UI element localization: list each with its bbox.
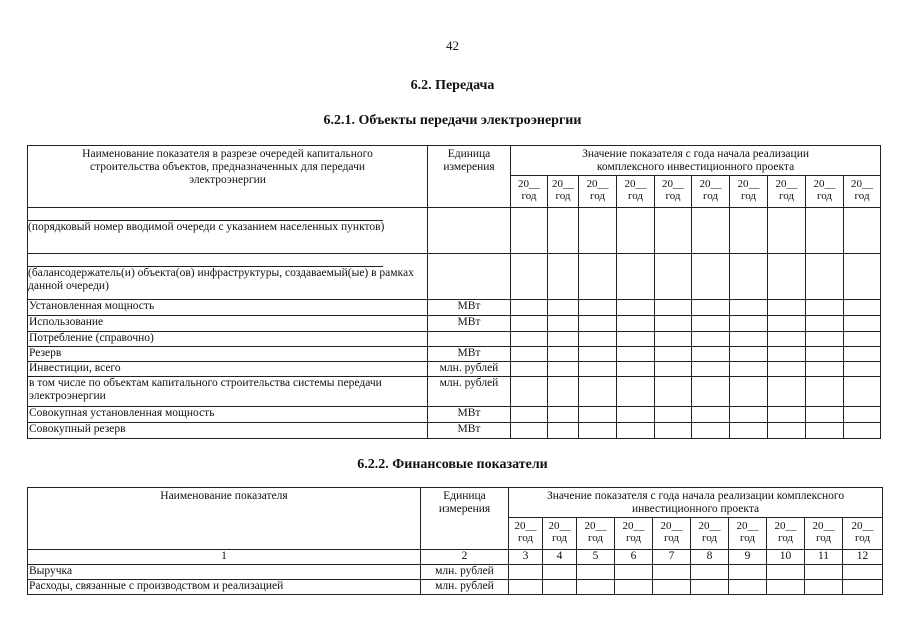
value-cell — [768, 347, 806, 362]
year-header-cell: 20__ год — [843, 518, 883, 550]
value-cell — [843, 565, 883, 580]
value-cell — [806, 254, 844, 300]
value-cell — [655, 407, 692, 423]
year-header-cell: 20__ год — [806, 176, 844, 208]
value-cell — [548, 332, 579, 347]
value-cell — [617, 254, 655, 300]
year-header-cell: 20__ год — [768, 176, 806, 208]
value-cell — [730, 362, 768, 377]
value-cell — [655, 332, 692, 347]
value-cell — [511, 407, 548, 423]
value-cell — [729, 580, 767, 595]
value-cell — [768, 300, 806, 316]
value-cell — [655, 362, 692, 377]
row-unit-cell: МВт — [428, 423, 511, 439]
value-cell — [730, 423, 768, 439]
table-row — [28, 347, 881, 362]
subsection-title-financial: 6.2.2. Финансовые показатели — [357, 457, 548, 472]
row-name-cell — [28, 254, 428, 300]
value-cell — [548, 300, 579, 316]
value-cell — [730, 208, 768, 254]
table-row — [28, 362, 881, 377]
table-row — [28, 423, 881, 439]
value-cell — [548, 423, 579, 439]
column-header-unit: Единица измерения — [428, 146, 511, 208]
row-name-cell: Расходы, связанные с производством и реализацией — [28, 580, 421, 595]
value-cell — [509, 565, 543, 580]
column-number-row — [28, 550, 883, 565]
column-header-values: Значение показателя с года начала реализации комплексного инвестиционного проекта — [509, 488, 883, 518]
year-header-cell: 20__ год — [844, 176, 881, 208]
value-cell — [768, 423, 806, 439]
value-cell — [509, 580, 543, 595]
value-cell — [579, 362, 617, 377]
value-cell — [653, 580, 691, 595]
value-cell — [768, 254, 806, 300]
year-header-cell: 20__ год — [615, 518, 653, 550]
value-cell — [692, 377, 730, 407]
value-cell — [655, 300, 692, 316]
value-cell — [767, 580, 805, 595]
value-cell — [730, 377, 768, 407]
value-cell — [806, 423, 844, 439]
table-row — [28, 208, 881, 254]
value-cell — [617, 347, 655, 362]
table-row — [28, 316, 881, 332]
year-header-cell: 20__ год — [511, 176, 548, 208]
value-cell — [617, 362, 655, 377]
value-cell — [511, 254, 548, 300]
value-cell — [579, 254, 617, 300]
value-cell — [730, 300, 768, 316]
row-unit-cell: МВт — [428, 300, 511, 316]
value-cell — [806, 300, 844, 316]
value-cell — [655, 347, 692, 362]
value-cell — [767, 565, 805, 580]
year-header-cell: 20__ год — [692, 176, 730, 208]
value-cell — [692, 362, 730, 377]
financial-indicators-table — [27, 487, 883, 595]
row-unit-cell: МВт — [428, 347, 511, 362]
year-header-cell: 20__ год — [805, 518, 843, 550]
value-cell — [511, 423, 548, 439]
value-cell — [617, 208, 655, 254]
value-cell — [579, 300, 617, 316]
column-number-cell: 8 — [691, 550, 729, 565]
value-cell — [768, 377, 806, 407]
value-cell — [617, 332, 655, 347]
subsection-title-transmission-objects: 6.2.1. Объекты передачи электроэнергии — [323, 113, 582, 128]
value-cell — [692, 254, 730, 300]
year-header-cell: 20__ год — [691, 518, 729, 550]
value-cell — [692, 316, 730, 332]
row-label: (порядковый номер вводимой очереди с указанием населенных пунктов) — [28, 221, 385, 233]
column-number-cell: 7 — [653, 550, 691, 565]
value-cell — [577, 565, 615, 580]
column-number-cell: 2 — [421, 550, 509, 565]
value-cell — [615, 565, 653, 580]
year-header-cell: 20__ год — [655, 176, 692, 208]
column-number-cell: 1 — [28, 550, 421, 565]
row-name-cell — [28, 208, 428, 254]
value-cell — [655, 316, 692, 332]
value-cell — [655, 423, 692, 439]
value-cell — [844, 423, 881, 439]
value-cell — [844, 300, 881, 316]
value-cell — [655, 377, 692, 407]
value-cell — [768, 362, 806, 377]
value-cell — [692, 347, 730, 362]
value-cell — [691, 580, 729, 595]
value-cell — [511, 377, 548, 407]
row-unit-cell — [428, 208, 511, 254]
value-cell — [655, 254, 692, 300]
column-header-values: Значение показателя с года начала реализации комплексного инвестиционного проекта — [511, 146, 881, 176]
value-cell — [617, 300, 655, 316]
row-name-cell: Совокупный резерв — [28, 423, 428, 439]
value-cell — [730, 316, 768, 332]
value-cell — [548, 362, 579, 377]
value-cell — [844, 362, 881, 377]
value-cell — [548, 377, 579, 407]
value-cell — [579, 347, 617, 362]
value-cell — [615, 580, 653, 595]
value-cell — [511, 332, 548, 347]
column-number-cell: 5 — [577, 550, 615, 565]
value-cell — [844, 377, 881, 407]
value-cell — [844, 347, 881, 362]
value-cell — [768, 332, 806, 347]
year-header-cell: 20__ год — [548, 176, 579, 208]
value-cell — [730, 347, 768, 362]
column-header-indicator-name: Наименование показателя — [28, 488, 421, 550]
value-cell — [806, 362, 844, 377]
section-title: 6.2. Передача — [410, 78, 495, 93]
row-name-cell: Выручка — [28, 565, 421, 580]
row-name-cell: Инвестиции, всего — [28, 362, 428, 377]
value-cell — [579, 377, 617, 407]
value-cell — [617, 423, 655, 439]
value-cell — [617, 407, 655, 423]
value-cell — [844, 407, 881, 423]
value-cell — [511, 316, 548, 332]
row-unit-cell — [428, 254, 511, 300]
year-header-cell: 20__ год — [767, 518, 805, 550]
row-name-cell: Потребление (справочно) — [28, 332, 428, 347]
value-cell — [511, 300, 548, 316]
value-cell — [805, 580, 843, 595]
value-cell — [692, 208, 730, 254]
year-header-cell: 20__ год — [577, 518, 615, 550]
value-cell — [579, 332, 617, 347]
row-unit-cell: млн. рублей — [421, 565, 509, 580]
row-unit-cell: МВт — [428, 316, 511, 332]
column-number-cell: 12 — [843, 550, 883, 565]
value-cell — [729, 565, 767, 580]
value-cell — [692, 332, 730, 347]
value-cell — [579, 423, 617, 439]
table-row — [28, 254, 881, 300]
value-cell — [730, 407, 768, 423]
column-number-cell: 10 — [767, 550, 805, 565]
value-cell — [617, 316, 655, 332]
value-cell — [577, 580, 615, 595]
value-cell — [548, 208, 579, 254]
row-name-cell: Использование — [28, 316, 428, 332]
value-cell — [806, 377, 844, 407]
column-number-cell: 6 — [615, 550, 653, 565]
value-cell — [730, 332, 768, 347]
table-row — [28, 580, 883, 595]
year-header-cell: 20__ год — [579, 176, 617, 208]
value-cell — [511, 208, 548, 254]
transmission-objects-table — [27, 145, 881, 439]
row-unit-cell — [428, 332, 511, 347]
value-cell — [806, 407, 844, 423]
value-cell — [692, 407, 730, 423]
row-unit-cell: млн. рублей — [428, 362, 511, 377]
page-number: 42 — [446, 38, 459, 53]
value-cell — [844, 332, 881, 347]
value-cell — [692, 423, 730, 439]
year-header-cell: 20__ год — [730, 176, 768, 208]
value-cell — [768, 407, 806, 423]
value-cell — [805, 565, 843, 580]
year-header-cell: 20__ год — [509, 518, 543, 550]
table-row — [28, 332, 881, 347]
table-row — [28, 407, 881, 423]
value-cell — [843, 580, 883, 595]
value-cell — [692, 300, 730, 316]
value-cell — [548, 347, 579, 362]
value-cell — [806, 316, 844, 332]
value-cell — [548, 316, 579, 332]
column-number-cell: 11 — [805, 550, 843, 565]
value-cell — [730, 254, 768, 300]
value-cell — [844, 254, 881, 300]
column-number-cell: 4 — [543, 550, 577, 565]
row-name-cell: в том числе по объектам капитального строительства системы передачи электроэнергии — [28, 377, 428, 407]
table-row — [28, 565, 883, 580]
value-cell — [579, 208, 617, 254]
row-unit-cell: млн. рублей — [421, 580, 509, 595]
year-header-cell: 20__ год — [543, 518, 577, 550]
value-cell — [543, 565, 577, 580]
table-row — [28, 300, 881, 316]
row-name-cell: Совокупная установленная мощность — [28, 407, 428, 423]
value-cell — [844, 316, 881, 332]
value-cell — [806, 208, 844, 254]
value-cell — [844, 208, 881, 254]
row-name-cell: Установленная мощность — [28, 300, 428, 316]
value-cell — [579, 316, 617, 332]
value-cell — [617, 377, 655, 407]
row-unit-cell: млн. рублей — [428, 377, 511, 407]
column-header-unit: Единица измерения — [421, 488, 509, 550]
column-number-cell: 9 — [729, 550, 767, 565]
value-cell — [548, 254, 579, 300]
row-label: (балансодержатель(и) объекта(ов) инфраструктуры, создаваемый(ые) в рамках данной очереди) — [28, 267, 414, 292]
table-row — [28, 377, 881, 407]
value-cell — [511, 347, 548, 362]
value-cell — [768, 208, 806, 254]
value-cell — [806, 332, 844, 347]
row-unit-cell: МВт — [428, 407, 511, 423]
value-cell — [655, 208, 692, 254]
value-cell — [768, 316, 806, 332]
value-cell — [579, 407, 617, 423]
year-header-cell: 20__ год — [653, 518, 691, 550]
column-header-indicator-name: Наименование показателя в разрезе очередей капитального строительства объектов, предназначенных для передачи электроэнергии — [28, 146, 428, 208]
value-cell — [806, 347, 844, 362]
year-header-cell: 20__ год — [729, 518, 767, 550]
value-cell — [543, 580, 577, 595]
value-cell — [511, 362, 548, 377]
value-cell — [653, 565, 691, 580]
row-name-cell: Резерв — [28, 347, 428, 362]
value-cell — [691, 565, 729, 580]
year-header-cell: 20__ год — [617, 176, 655, 208]
value-cell — [548, 407, 579, 423]
column-number-cell: 3 — [509, 550, 543, 565]
